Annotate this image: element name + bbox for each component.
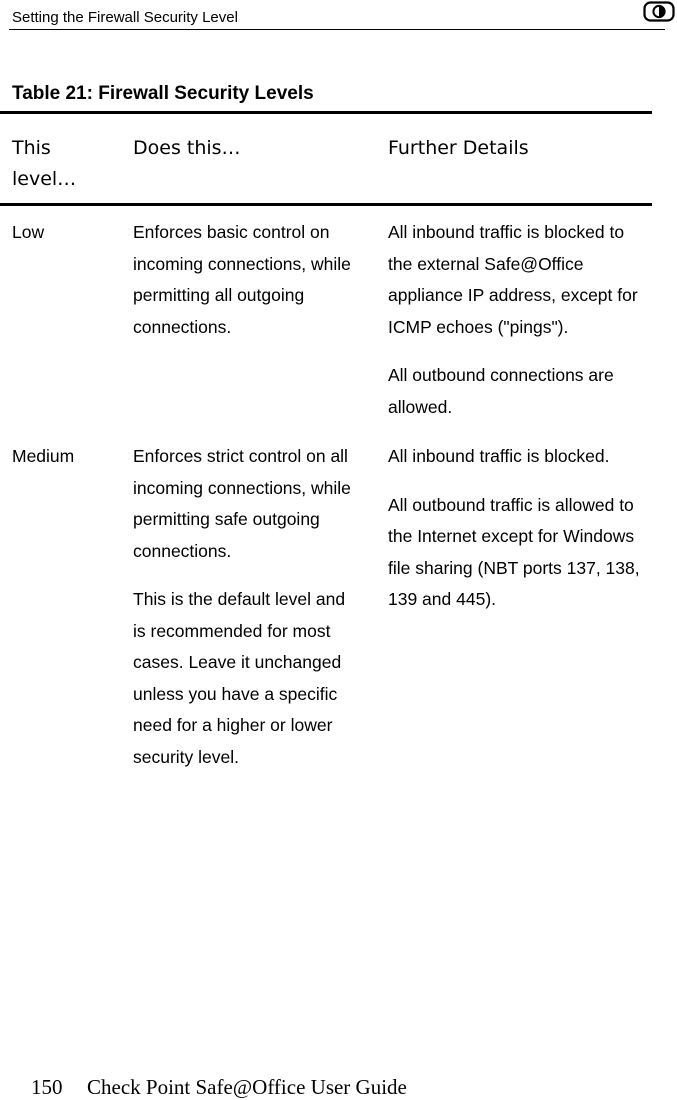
row-medium-does-this-text: Enforces strict control on all incoming connections, while permitting safe outgoing connections. xyxy=(133,446,351,561)
row-low-does-this-text: Enforces basic control on incoming connections, while permitting all outgoing connections. xyxy=(133,222,351,337)
table-top-rule xyxy=(0,111,652,114)
column-header-level: This level… xyxy=(12,137,77,190)
row-medium-level: Medium xyxy=(12,446,75,466)
checkpoint-logo-icon xyxy=(643,1,675,22)
row-low-level: Low xyxy=(12,222,45,242)
running-header xyxy=(9,0,665,30)
table-header-rule xyxy=(0,203,652,206)
page-footer xyxy=(31,1074,407,1100)
row-low-details-outbound: All outbound connections are allowed. xyxy=(388,365,614,417)
row-medium-details xyxy=(388,441,648,616)
row-low-details-inbound: All inbound traffic is blocked to the external Safe@Office appliance IP address, except for ICMP echoes ("pings"). xyxy=(388,222,638,337)
running-header-title: Setting the Firewall Security Level xyxy=(12,9,238,26)
row-low-details xyxy=(388,217,648,423)
row-medium-details-inbound: All inbound traffic is blocked. xyxy=(388,446,610,466)
page-number: 150 xyxy=(31,1075,63,1099)
row-medium-default-note: This is the default level and is recommended for most cases. Leave it unchanged unless you have a specific need for a higher or lower security level. xyxy=(133,589,346,767)
table-caption: Table 21: Firewall Security Levels xyxy=(12,83,314,104)
column-header-does-this: Does this… xyxy=(133,137,241,159)
column-header-further-details: Further Details xyxy=(388,137,529,159)
row-low-does-this xyxy=(133,217,355,343)
guide-title: Check Point Safe@Office User Guide xyxy=(87,1075,407,1099)
row-medium-does-this xyxy=(133,441,355,773)
row-medium-details-outbound: All outbound traffic is allowed to the Internet except for Windows file sharing (NBT ports 137, 138, 139 and 445). xyxy=(388,494,640,609)
